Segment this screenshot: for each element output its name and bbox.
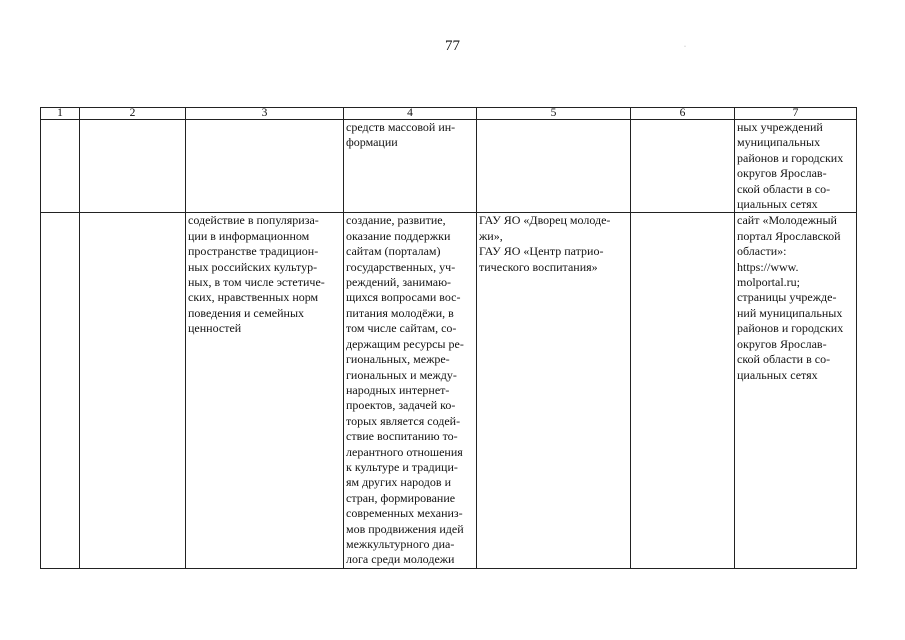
page-number: 77 [445,38,460,54]
table-cell [186,213,344,568]
cell-text: содействие в популяриза- ции в информационном пространстве традицион- ных российских культур- ных, в том числе эстетиче- ских, нравственных норм поведения и семейных ценностей [188,213,325,336]
column-header-1: 1 [41,108,80,120]
table-cell [735,213,857,568]
table-cell [344,213,477,568]
cell-text: ГАУ ЯО «Дворец молоде- жи», ГАУ ЯО «Центр патрио- тического воспитания» [479,213,611,274]
column-header-7: 7 [735,108,857,120]
table-cell [344,120,477,213]
column-header-2: 2 [80,108,186,120]
measures-table [40,107,857,569]
table-cell [41,213,80,568]
table-cell [477,120,631,213]
column-header-3: 3 [186,108,344,120]
table-cell [631,120,735,213]
table-cell [80,213,186,568]
table-row [41,120,857,213]
cell-text: создание, развитие, оказание поддержки сайтам (порталам) государственных, уч- реждений, занимаю- щихся вопросами вос- питания молодёжи, в том числе сайтам, со- держащим ресурсы ре- гиональных, межре- гиональных и между- народных интернет- проектов, задачей ко- торых является содей- ствие воспитанию то- лерантного отношения к культуре и традици- ям других народов и стран, формирование современных механиз- мов продвижения идей межкультурного диа- лога среди молодежи [346,213,464,567]
table-cell [735,120,857,213]
cell-text: средств массовой ин- формации [346,120,456,150]
table-cell [186,120,344,213]
scan-speck: · [684,44,686,50]
cell-text: ных учреждений муниципальных районов и городских округов Ярослав- ской области в со- циальных сетях [737,120,844,212]
table-cell [631,213,735,568]
table-row [41,213,857,568]
column-header-6: 6 [631,108,735,120]
header-row [41,108,857,120]
table-cell [477,213,631,568]
column-header-4: 4 [344,108,477,120]
column-header-5: 5 [477,108,631,120]
table-cell [80,120,186,213]
table-cell [41,120,80,213]
cell-text: сайт «Молодежный портал Ярославской области»: https://www. molportal.ru; страницы учрежде- ний муниципальных районов и городских округов Ярослав- ской области в со- циальных сетях [737,213,844,382]
